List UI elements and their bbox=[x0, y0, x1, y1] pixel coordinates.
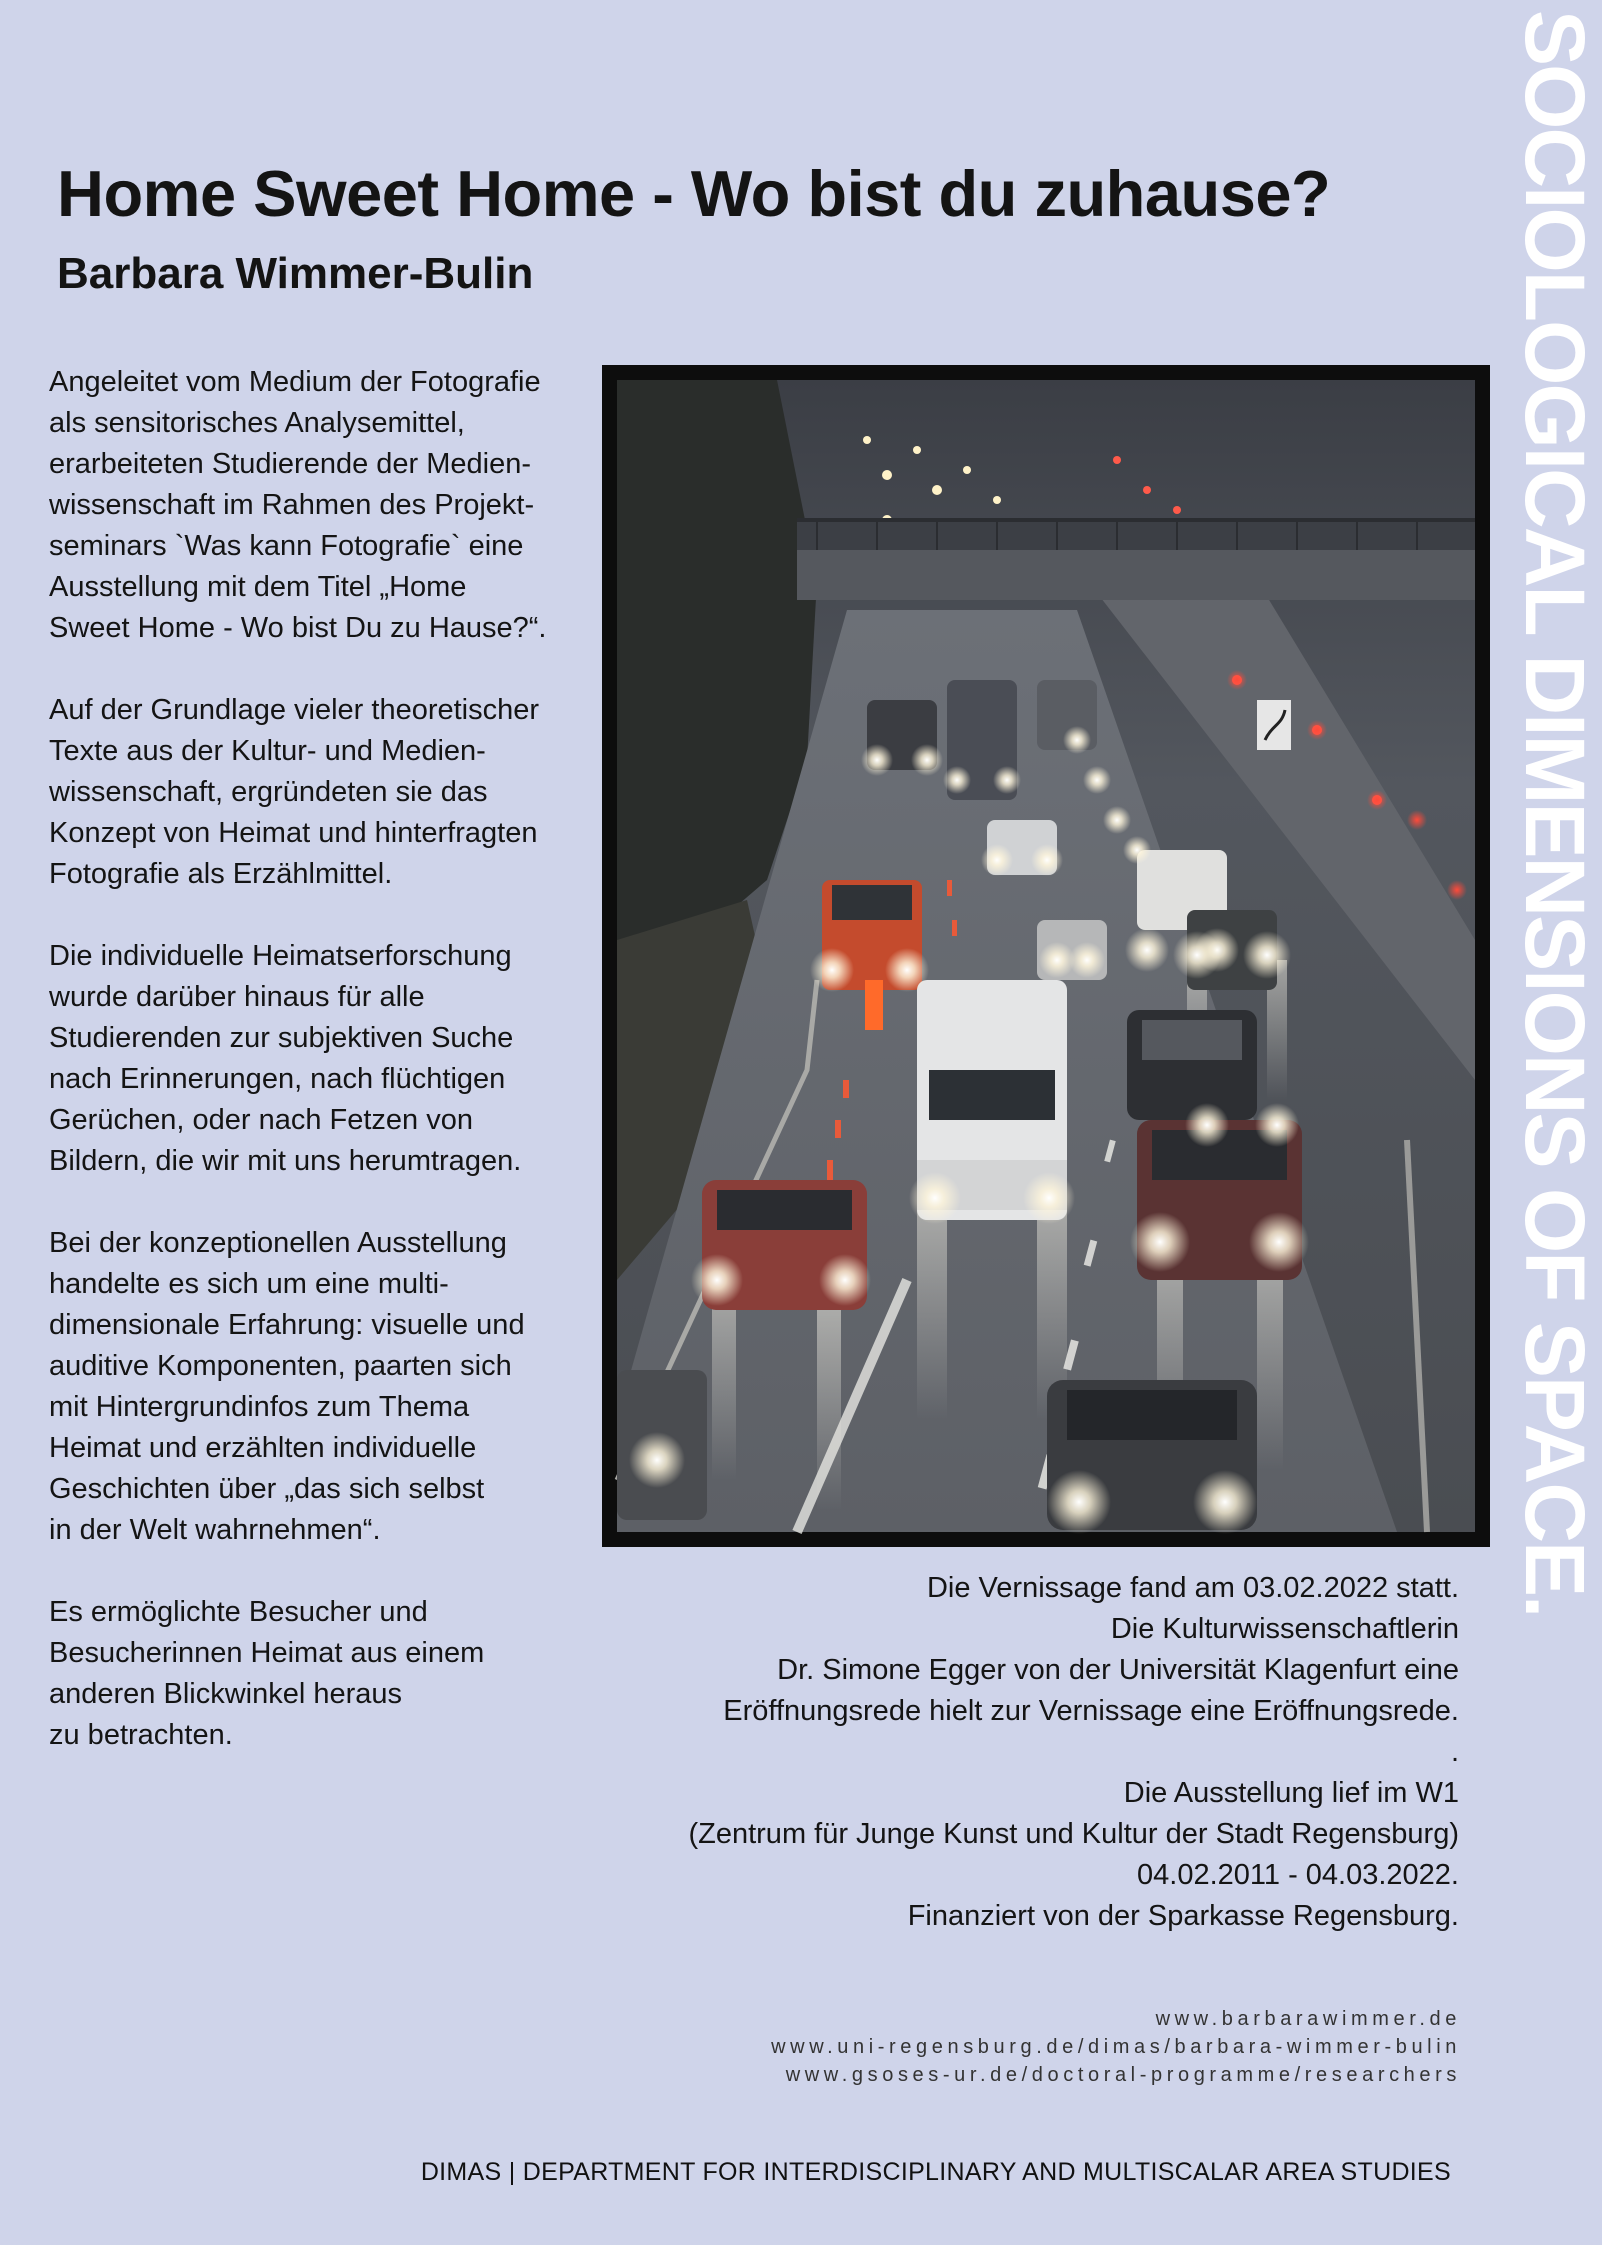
info-line: (Zentrum für Junge Kunst und Kultur der Stadt Regensburg) bbox=[688, 1818, 1459, 1850]
paragraph-1: Angeleitet vom Medium der Fotografie als sensitorisches Analysemittel, erarbeiteten Studierende der Medien- wissenschaft im Rahmen des Projekt- seminars `Was kann Fotografie` eine Ausstellung mit dem Titel „Home Sweet Home - Wo bist Du zu Hause?“. bbox=[49, 366, 547, 644]
highway-traffic-photo bbox=[617, 380, 1475, 1532]
info-line: Die Kulturwissenschaftlerin bbox=[1110, 1613, 1459, 1645]
info-line: Die Ausstellung lief im W1 bbox=[1123, 1777, 1459, 1809]
exhibition-info bbox=[559, 1568, 1459, 1937]
link-barbarawimmer[interactable]: www.barbarawimmer.de bbox=[1155, 2008, 1461, 2030]
info-line: Die Vernissage fand am 03.02.2022 statt. bbox=[926, 1572, 1459, 1604]
photo-frame bbox=[602, 365, 1490, 1547]
paragraph-5: Es ermöglichte Besucher und Besucherinnen Heimat aus einem anderen Blickwinkel heraus zu betrachten. bbox=[49, 1596, 485, 1751]
info-line: Dr. Simone Egger von der Universität Klagenfurt eine bbox=[777, 1654, 1459, 1686]
description-column bbox=[49, 362, 609, 1797]
info-line: 04.02.2011 - 04.03.2022. bbox=[1137, 1859, 1459, 1891]
link-gsoses[interactable]: www.gsoses-ur.de/doctoral-programme/researchers bbox=[785, 2064, 1461, 2086]
info-line: Finanziert von der Sparkasse Regensburg. bbox=[907, 1900, 1459, 1932]
paragraph-3: Die individuelle Heimatserforschung wurde darüber hinaus für alle Studierenden zur subjektiven Suche nach Erinnerungen, nach flüchtigen Gerüchen, oder nach Fetzen von Bildern, die wir mit uns herumtragen. bbox=[49, 940, 522, 1177]
links-block bbox=[771, 2005, 1461, 2089]
footer-department: DIMAS | DEPARTMENT FOR INTERDISCIPLINARY AND MULTISCALAR AREA STUDIES bbox=[420, 2158, 1451, 2186]
author-name: Barbara Wimmer-Bulin bbox=[57, 249, 534, 298]
info-line: Eröffnungsrede hielt zur Vernissage eine Eröffnungsrede. bbox=[723, 1695, 1459, 1727]
page-title: Home Sweet Home - Wo bist du zuhause? bbox=[57, 157, 1331, 230]
vertical-banner-text: SOCIOLOGICAL DIMENSIONS OF SPACE. bbox=[1508, 10, 1602, 1617]
paragraph-2: Auf der Grundlage vieler theoretischer Texte aus der Kultur- und Medien- wissenschaft, ergründeten sie das Konzept von Heimat und hinterfragten Fotografie als Erzählmittel. bbox=[49, 694, 540, 890]
paragraph-4: Bei der konzeptionellen Ausstellung handelte es sich um eine multi- dimensionale Erfahrung: visuelle und auditive Komponenten, paarten sich mit Hintergrundinfos zum Thema Heimat und erzählten individuelle Geschichten über „das sich selbst in der Welt wahrnehmen“. bbox=[49, 1227, 525, 1546]
link-uni-regensburg[interactable]: www.uni-regensburg.de/dimas/barbara-wimmer-bulin bbox=[771, 2036, 1461, 2058]
info-line: . bbox=[1450, 1736, 1459, 1768]
